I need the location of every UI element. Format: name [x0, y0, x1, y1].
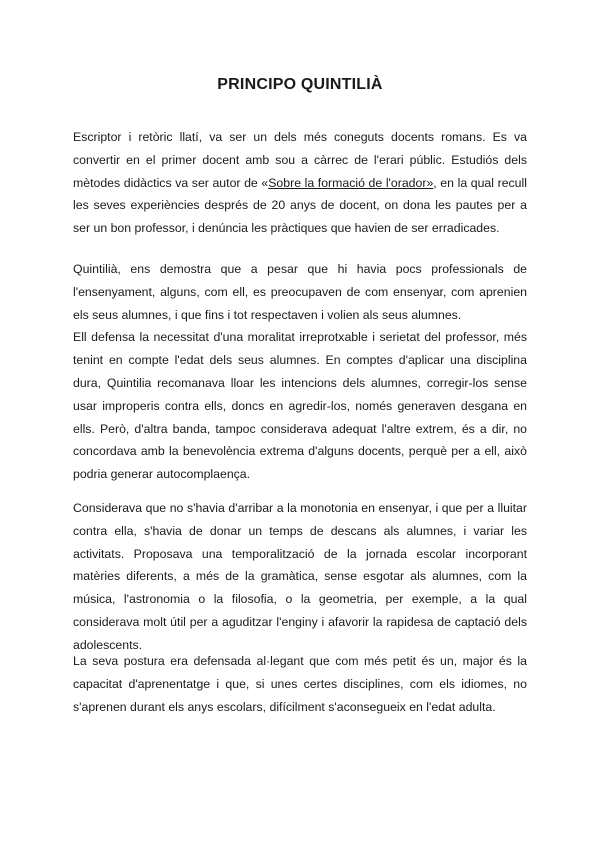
- paragraph-monotony: Considerava que no s'havia d'arribar a la monotonia en ensenyar, i que per a lluitar contra ella, s'havia de donar un temps de descans als alumnes, i variar les activitats. Proposava una temporalització de la jornada escolar incorporant matèries diferents, a més de la gramàtica, sense esgotar als alumnes, com la música, l'astronomia o la filosofia, o la geometria, per exemple, a la qual considerava molt útil per a aguditzar l'enginy i afavorir la rapidesa de captació dels adolescents.: [73, 501, 527, 652]
- paragraph-intro: [73, 126, 527, 240]
- paragraph-morality: Ell defensa la necessitat d'una moralitat irreprotxable i serietat del professor, més tenint en compte l'edat dels seus alumnes. En comptes d'aplicar una disciplina dura, Quintilia recomanava lloar les intencions dels alumnes, corregir-los sense usar improperis contra ells, doncs en agredir-los, només generaven desgana en ells. Però, d'altra banda, tampoc considerava adequat l'altre extrem, és a dir, no concordava amb la benevolència extrema d'alguns docents, perquè per a ell, això podria generar autocomplaença.: [73, 330, 527, 482]
- paragraph-learning-age: La seva postura era defensada al·legant que com més petit és un, major és la capacitat d'aprenentatge i que, si unes certes disciplines, com els idiomes, no s'aprenen durant els anys escolars, difícilment s'aconsegueix en l'edat adulta.: [73, 654, 527, 714]
- paragraph-intro-text-start: Escriptor i retòric llatí, va ser un dels més coneguts docents romans. Es va convertir en el primer docent amb sou a càrrec de l'erari públic. Estudiós dels mètodes didàctics va ser autor de «: [73, 130, 527, 190]
- paragraphs-group-quintilia: [73, 258, 527, 486]
- book-title-link[interactable]: Sobre la formació de l'orador»: [268, 175, 434, 190]
- paragraph-intro-text-end: , en la qual recull les seves experiències després de 20 anys de docent, on dona les pautes per a ser un bon professor, i denúncia les pràctiques que havien de ser erradicades.: [73, 175, 527, 236]
- document-title: PRINCIPO QUINTILIÀ: [217, 76, 383, 93]
- paragraph-professionals: Quintilià, ens demostra que a pesar que hi havia pocs professionals de l'ensenyament, alguns, com ell, es preocupaven de com ensenyar, com aprenien els seus alumnes, i que fins i tot respectaven i volien als seus alumnes.: [73, 262, 527, 322]
